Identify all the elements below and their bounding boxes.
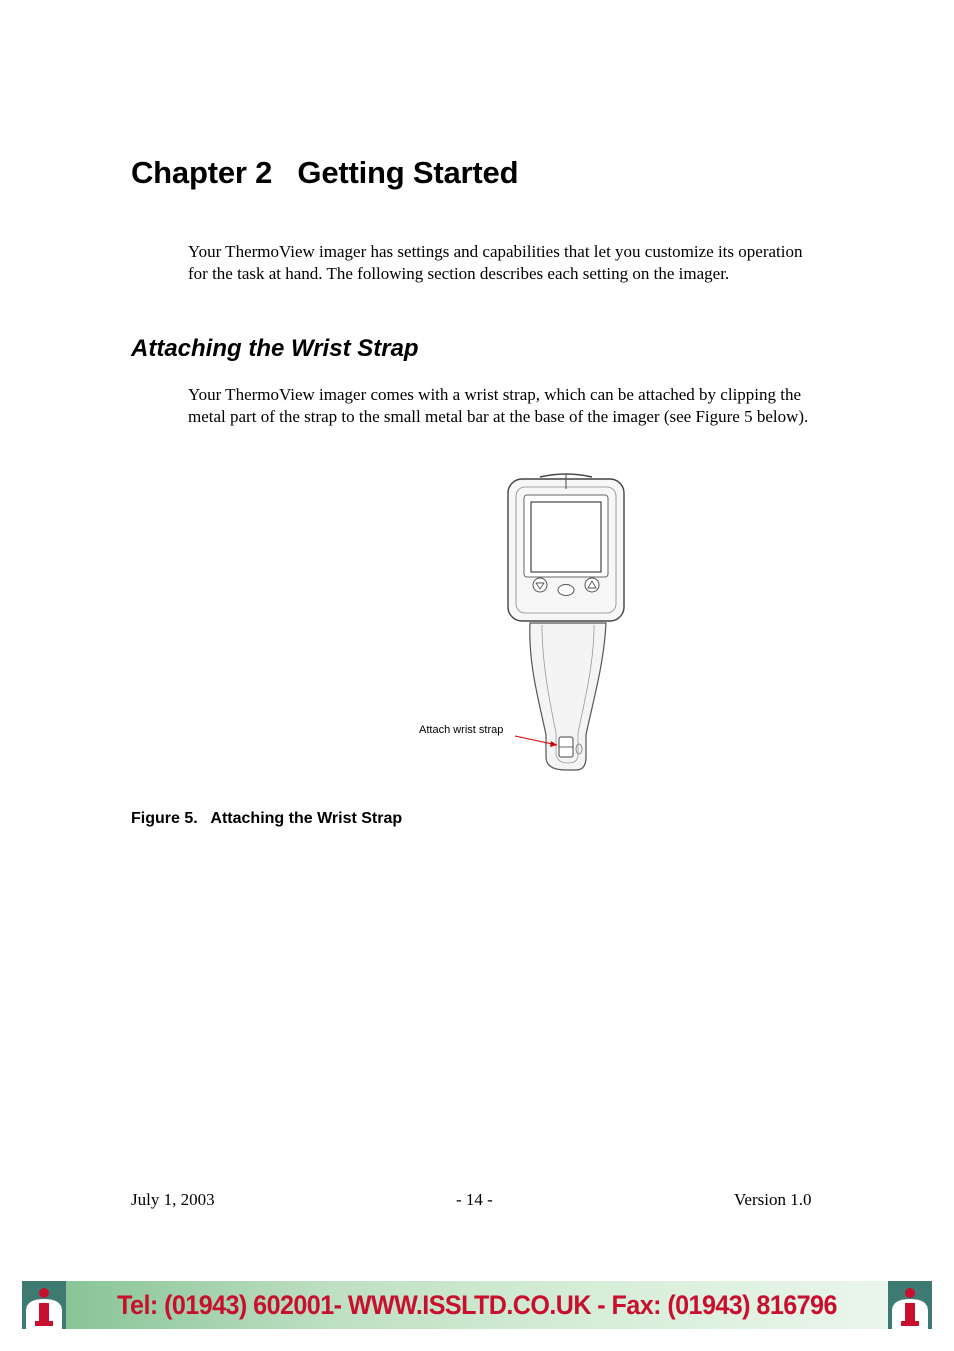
intro-paragraph: Your ThermoView imager has settings and capabilities that let you customize its operation for the task at hand. The following section describes each setting on the imager. [188,242,803,283]
figure-caption: Figure 5. Attaching the Wrist Strap [131,810,403,827]
wrist-strap-paragraph: Your ThermoView imager comes with a wrist strap, which can be attached by clipping the metal part of the strap to the small metal bar at the base of the imager (see Figure 5 below). [188,385,809,426]
footer-page-number: - 14 - [456,1190,493,1209]
info-logo-icon [22,1281,66,1329]
down-button-icon [533,578,547,592]
footer-date: July 1, 2003 [131,1190,215,1209]
contact-banner [22,1281,932,1329]
chapter-title: Chapter 2 Getting Started [131,155,519,190]
menu-button-icon [558,585,574,596]
imager-screen [531,502,601,572]
figure-callout: Attach wrist strap [419,724,504,736]
contact-banner-text: Tel: (01943) 602001- WWW.ISSLTD.CO.UK - Fax: (01943) 816796 [117,1290,837,1320]
info-logo-icon [888,1281,932,1329]
section-title: Attaching the Wrist Strap [131,335,419,362]
imager-illustration [400,465,640,785]
footer-version: Version 1.0 [734,1190,812,1209]
